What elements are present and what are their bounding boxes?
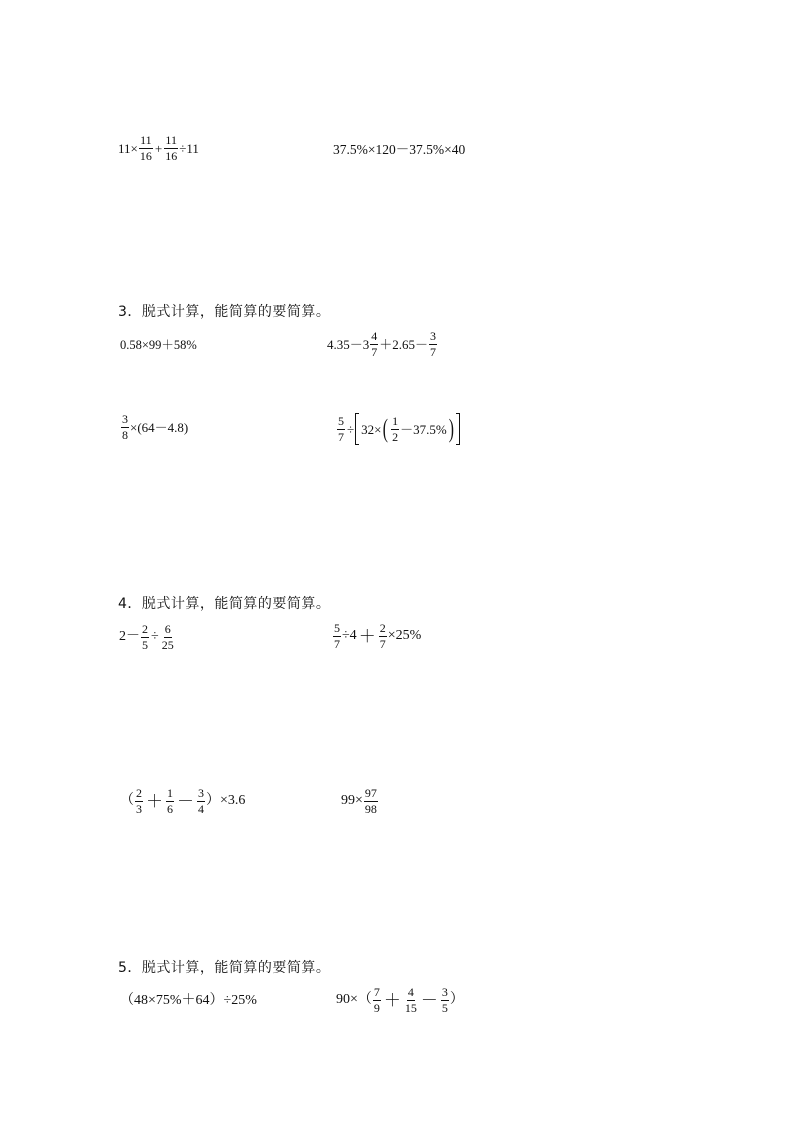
- fraction: [141, 623, 149, 651]
- denominator: 3: [136, 801, 142, 816]
- fraction: [404, 986, 418, 1014]
- numerator: 6: [164, 622, 171, 636]
- section-5-heading: 5．脱式计算，能简算的要简算。: [118, 960, 331, 976]
- denominator: 16: [165, 148, 178, 163]
- fraction: [373, 986, 381, 1014]
- denominator: 16: [139, 148, 152, 163]
- numerator: 11: [165, 133, 177, 147]
- fraction: [364, 787, 378, 815]
- denominator: 8: [122, 427, 128, 442]
- left-bracket: [355, 413, 359, 445]
- expr-five-sevenths-divide-4: $\frac{5}{7}$ ÷4 ＋ $\frac{2}{7}$ ×25%: [334, 621, 422, 651]
- expr-99-times-fraction: 99× $\frac{97}{98}$: [341, 786, 377, 816]
- fraction: [197, 787, 205, 815]
- denominator: 98: [364, 801, 377, 816]
- fraction: [333, 622, 341, 650]
- right-paren: ): [448, 414, 454, 443]
- denominator: 7: [379, 636, 386, 651]
- numerator: 2: [136, 786, 142, 800]
- fraction: [441, 986, 449, 1014]
- denominator: 9: [373, 1000, 380, 1015]
- denominator: 5: [441, 1000, 448, 1015]
- denominator: 25: [161, 637, 174, 652]
- denominator: 6: [167, 801, 173, 816]
- denominator: 7: [338, 429, 344, 444]
- fraction: [337, 415, 345, 443]
- numerator: 97: [364, 786, 377, 800]
- numerator: 3: [122, 412, 128, 426]
- denominator: 4: [198, 801, 204, 816]
- numerator: 1: [167, 786, 173, 800]
- numerator: 4: [371, 329, 378, 343]
- denominator: 15: [404, 1000, 417, 1015]
- expr-11-times-fraction: 11× $\frac{11}{16}$ + $\frac{11}{16}$ ÷11: [118, 133, 199, 163]
- numerator: 5: [334, 621, 340, 635]
- fraction: [161, 623, 175, 651]
- numerator: 1: [392, 413, 399, 428]
- expr-90-times-paren: 90×（ $\frac{7}{9}$ ＋ $\frac{4}{15}$ － $\frac{3}{5}$ ）: [336, 985, 464, 1015]
- expr-435-minus-mixed: 4.35－3 $\frac{4}{7}$ ＋2.65－ $\frac{3}{7}$: [327, 329, 437, 359]
- fraction: [139, 134, 153, 162]
- numerator: 3: [441, 985, 448, 999]
- fraction: [370, 330, 378, 358]
- expr-058-times-99: 0.58×99＋58%: [120, 338, 197, 352]
- expr-48-times-75-percent: （48×75%＋64）÷25%: [120, 993, 257, 1008]
- denominator: 2: [392, 429, 399, 444]
- section-4-heading: 4．脱式计算，能简算的要简算。: [118, 596, 331, 612]
- denominator: 7: [430, 344, 437, 359]
- denominator: 7: [371, 344, 378, 359]
- numerator: 3: [198, 786, 204, 800]
- fraction: [391, 415, 399, 443]
- left-paren: (: [383, 414, 389, 443]
- numerator: 11: [140, 133, 152, 147]
- numerator: 5: [338, 413, 344, 428]
- numerator: 2: [142, 622, 148, 636]
- fraction: [429, 330, 437, 358]
- fraction: [121, 413, 129, 441]
- fraction: [164, 134, 178, 162]
- fraction: [135, 787, 143, 815]
- numerator: 4: [407, 985, 414, 999]
- fraction: [379, 622, 387, 650]
- fraction: [166, 787, 174, 815]
- expr-five-sevenths-divide-bracket: $\frac{5}{7}$ ÷ 32× ( $\frac{1}{2}$ －37.5% ): [336, 413, 460, 445]
- numerator: 2: [379, 621, 386, 635]
- right-bracket: [456, 413, 460, 445]
- numerator: 7: [373, 985, 380, 999]
- expr-three-eighths-times: $\frac{3}{8}$ ×(64－4.8): [122, 412, 189, 442]
- section-3-heading: 3．脱式计算，能简算的要简算。: [118, 304, 331, 320]
- denominator: 5: [142, 637, 148, 652]
- expr-paren-fractions-times-36: （ $\frac{2}{3}$ ＋ $\frac{1}{6}$ － $\frac{3}{4}$ ）×3.6: [120, 786, 246, 816]
- expr-2-minus-fraction: 2－ $\frac{2}{5}$ ÷ $\frac{6}{25}$: [119, 622, 174, 652]
- denominator: 7: [334, 636, 340, 651]
- numerator: 3: [430, 329, 437, 343]
- expr-percent-distributive: 37.5%×120－37.5%×40: [333, 142, 466, 157]
